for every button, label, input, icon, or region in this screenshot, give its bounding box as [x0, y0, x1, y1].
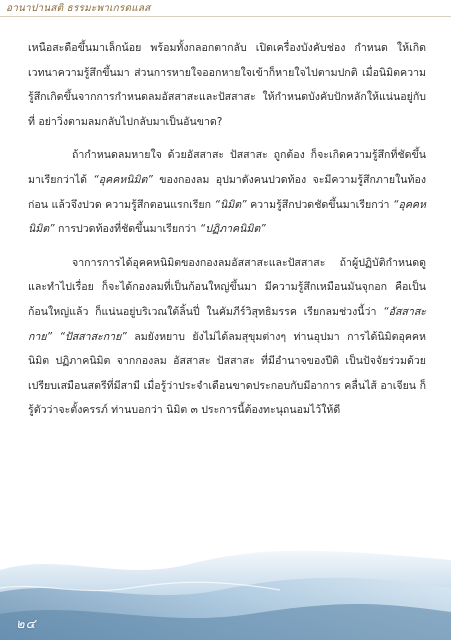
- sea-wave-decoration: [0, 530, 451, 640]
- paragraph-2-part: การปวดท้องที่ชัดขึ้นมาเรียกว่า: [54, 223, 200, 236]
- paragraph-2: [28, 143, 426, 241]
- body-text: [28, 36, 426, 423]
- term-uggaha-nimitta: “อุคคหนิมิต”: [93, 173, 153, 186]
- term-patibhaga-nimitta: “ปฏิภาคนิมิต”: [199, 223, 266, 236]
- page-number: ๒๔: [16, 617, 37, 632]
- term-assasa-kaya: “อัสสาสะกาย”: [28, 305, 426, 343]
- running-header: อานาปานสติ ธรรมะพาเกรดแลส: [6, 3, 151, 14]
- term-passasa-kaya: “ปัสสาสะกาย”: [59, 330, 127, 343]
- paragraph-3-part: จาการการได้อุคคหนิมิตของกองลมอัสสาสะและปัสสาสะ ถ้าผู้ปฏิบัติกำหนดดูและทำไปเรื่อย ก็จะได้กองลมที่เป็นก้อนใหญ่ขึ้นมา มีความรู้สึกเหมือนมันจุกอก คือเป็นก้อนใหญ่แล้ว ก็แน่นอยู่บริเวณใต้ลิ้นปี่ ในคัมภีร์วิสุทธิมรรค เรียกลมช่วงนี้ว่า: [28, 256, 426, 318]
- term-uggaha-nimitta-2: “อุคคหนิมิต”: [28, 198, 426, 236]
- header-divider: [0, 16, 451, 17]
- paragraph-1: เหนือสะดือขึ้นมาเล็กน้อย พร้อมทั้งกลอกตากลับ เปิดเครื่องบังคับช่อง กำหนด ให้เกิดเวทนาความรู้สึกขึ้นมา ส่วนการหายใจออกหายใจเข้าก็หายใจไปตามปกติ เมื่อนิมิตความรู้สึกเกิดขึ้นจากการกำหนดลมอัสสาสะและปัสสาสะ ให้กำหนดบังคับปักหลักให้แน่นอยู่กับที่ อย่าวิ่งตามลมกลับไปกลับมาเป็นอันขาด?: [28, 42, 426, 128]
- paragraph-3-part: ลมยังหยาบ ยังไม่ได้ลมสุขุมต่างๆ ท่านอุปมา การได้นิมิตอุคคหนิมิต ปฏิภาคนิมิต จากกองลม อัสสาสะ ปัสสาสะ ที่มีอำนาจของปีติ เป็นปัจจัยร่วมด้วยเปรียบเสมือนสตรีที่มีสามี เมื่อรู้ว่าประจำเดือนขาดประกอบกับมีอาการ คลื่นไส้ อาเจียน ก็รู้ตัวว่าจะตั้งครรภ์ ท่านบอกว่า นิมิต ๓ ประการนี้ต้องทะนุถนอมไว้ให้ดี: [28, 330, 426, 417]
- term-nimitta: “นิมิต”: [214, 198, 247, 211]
- paragraph-3: [28, 251, 426, 423]
- paragraph-2-part: ถ้ากำหนดลมหายใจ ด้วยอัสสาสะ ปัสสาสะ ถูกต้อง ก็จะเกิดความรู้สึกที่ชัดขึ้นมาเรียกว่าได้: [28, 149, 426, 186]
- paragraph-2-part: ของกองลม อุปมาดังคนปวดท้อง จะมีความรู้สึกภายในท้องก่อน แล้วจึงปวด ความรู้สึกตอนแรกเรียก: [28, 173, 427, 211]
- paragraph-2-part: ความรู้สึกปวดชัดขึ้นมาเรียกว่า: [246, 198, 393, 211]
